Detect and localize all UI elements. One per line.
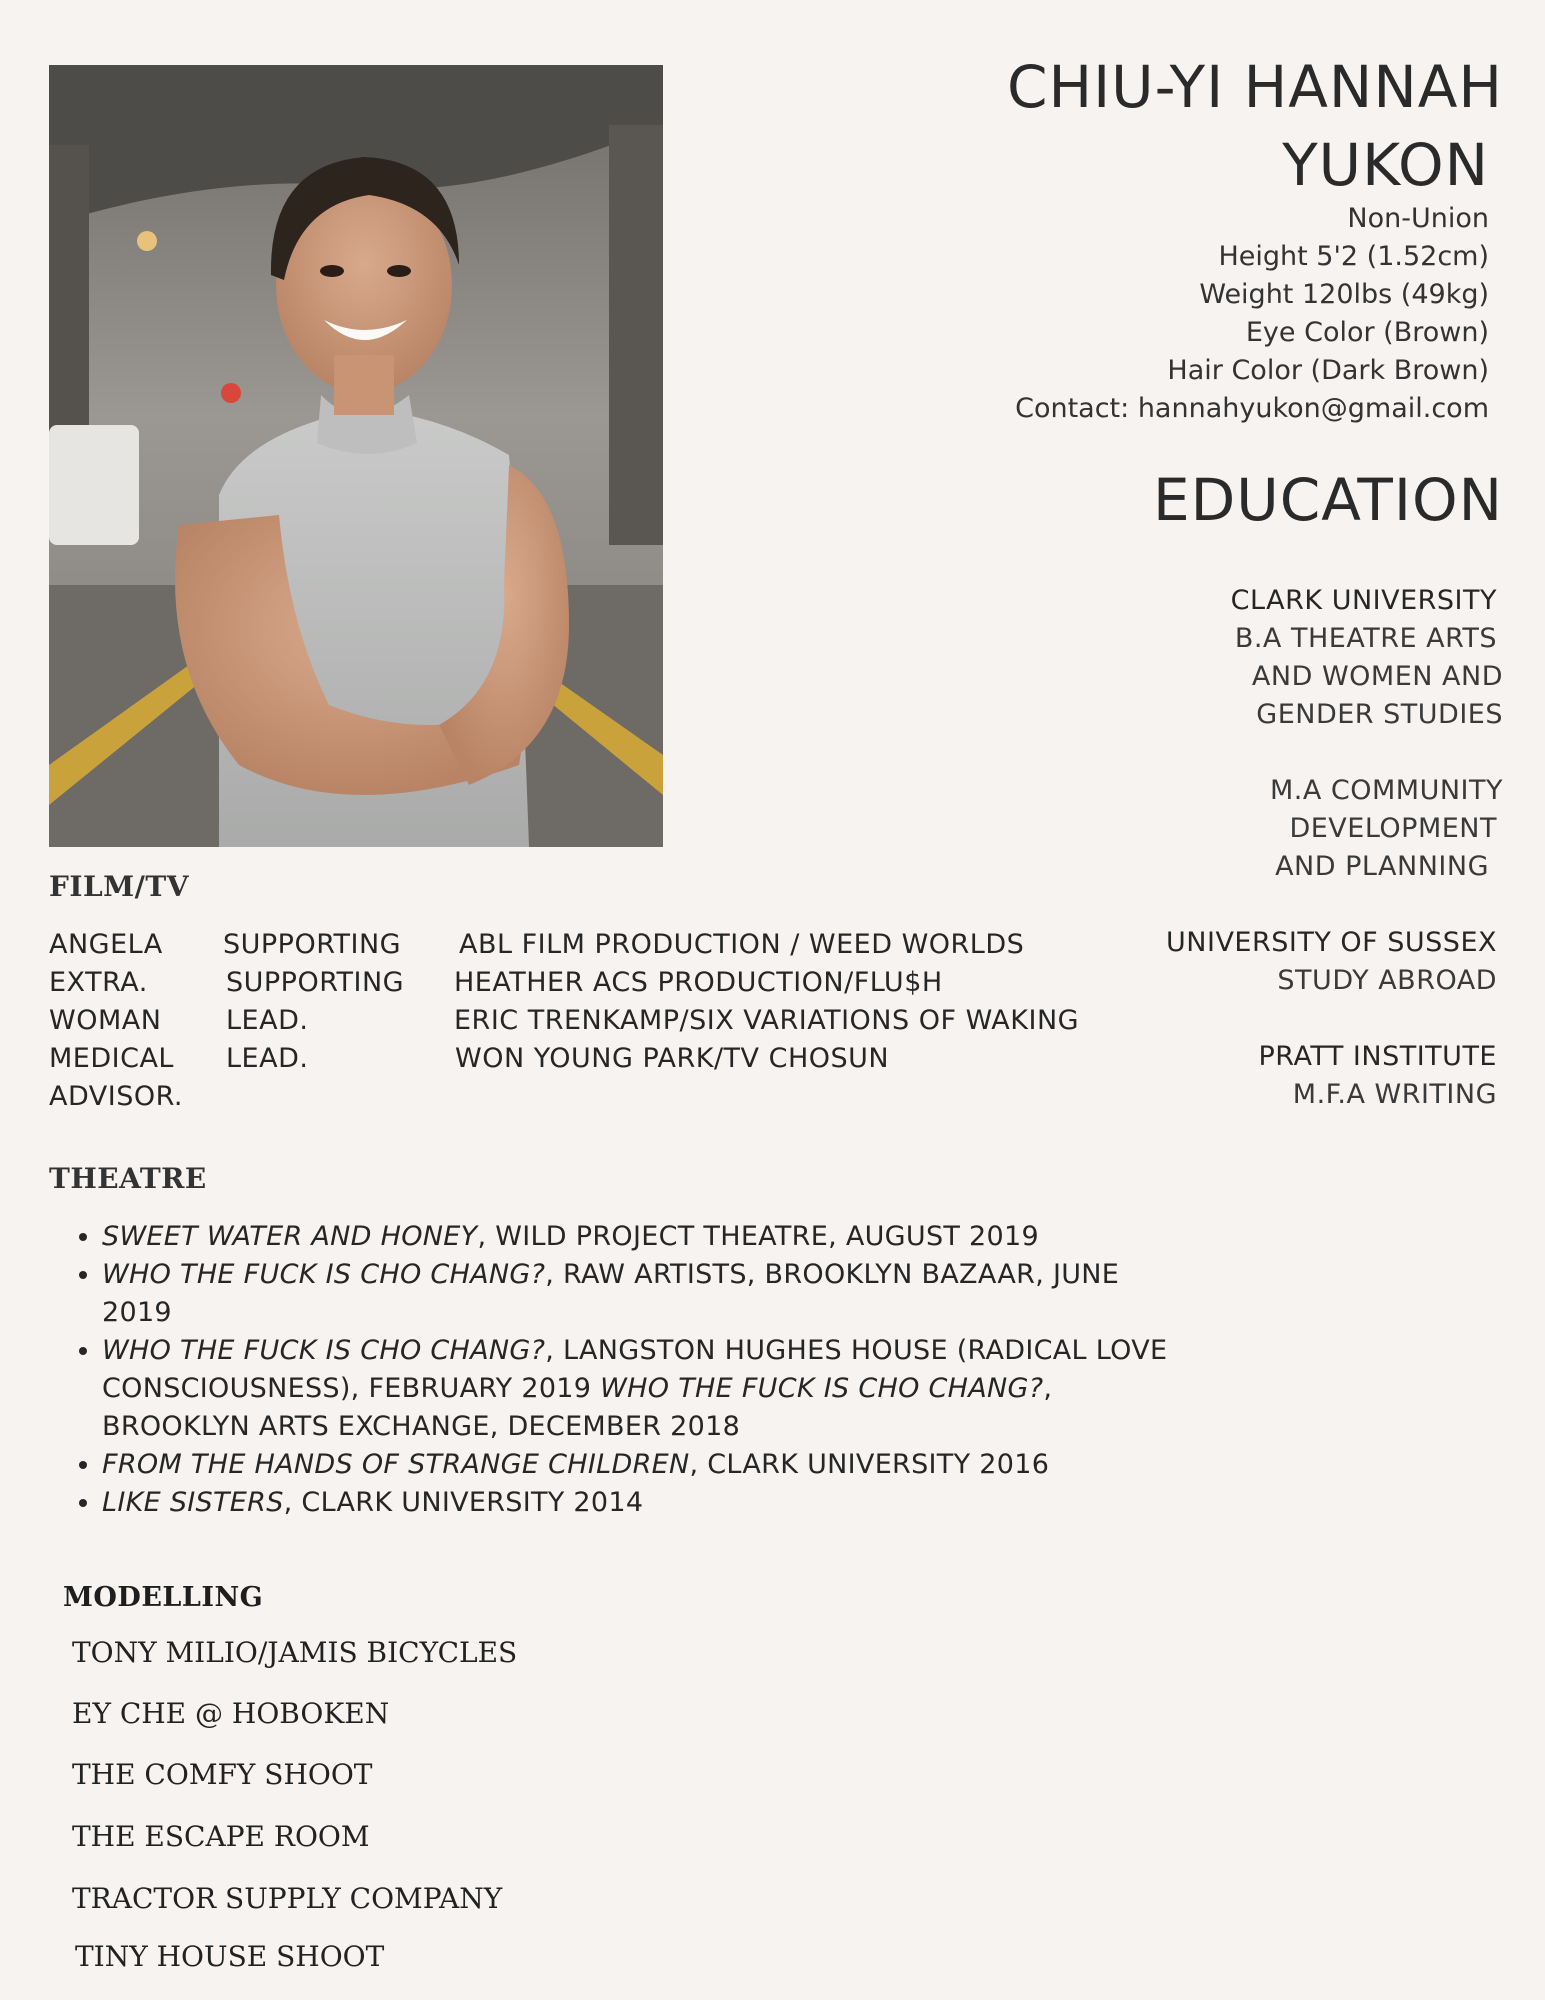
production-title: SWEET WATER AND HONEY (102, 1221, 478, 1252)
production-details: , RAW ARTISTS, BROOKLYN BAZAAR, JUNE 2019 (102, 1259, 1120, 1328)
theatre-credits (66, 1218, 1182, 1522)
clark-ba-line-2: AND WOMEN AND (1251, 661, 1503, 692)
theatre-credit (102, 1218, 1182, 1256)
clark-ma-line-1: M.A COMMUNITY (1269, 775, 1503, 806)
production-details: , LANGSTON HUGHES HOUSE (RADICAL LOVE CONSCIOUSNESS), FEBRUARY 2019 (102, 1335, 1168, 1404)
production-details: , BROOKLYN ARTS EXCHANGE, DECEMBER 2018 (102, 1373, 1053, 1442)
film-role: ANGELA (49, 929, 163, 960)
theatre-heading: THEATRE (49, 1162, 207, 1195)
theatre-credit (102, 1332, 1182, 1446)
hair-color-stat: Hair Color (Dark Brown) (1167, 355, 1489, 386)
film-credit: ERIC TRENKAMP/SIX VARIATIONS OF WAKING (454, 1005, 1080, 1036)
eye-color-stat: Eye Color (Brown) (1245, 317, 1489, 348)
film-credit: HEATHER ACS PRODUCTION/FLU$H (454, 967, 943, 998)
film-tv-heading: FILM/TV (49, 870, 189, 903)
weight-stat: Weight 120lbs (49kg) (1199, 279, 1489, 310)
production-title: WHO THE FUCK IS CHO CHANG? (102, 1335, 546, 1366)
education-list (1043, 582, 1503, 1114)
modelling-credit: THE ESCAPE ROOM (72, 1820, 370, 1853)
film-credit: ABL FILM PRODUCTION / WEED WORLDS (459, 929, 1025, 960)
modelling-credit: TONY MILIO/JAMIS BICYCLES (72, 1636, 518, 1669)
film-role-type: LEAD. (226, 1005, 309, 1036)
contact-email: Contact: hannahyukon@gmail.com (1015, 393, 1489, 424)
height-stat: Height 5'2 (1.52cm) (1218, 241, 1489, 272)
clark-university: CLARK UNIVERSITY (1230, 585, 1497, 616)
performer-stats (929, 200, 1489, 428)
film-role: MEDICAL (49, 1043, 174, 1074)
film-credit: WON YOUNG PARK/TV CHOSUN (455, 1043, 890, 1074)
production-details: , CLARK UNIVERSITY 2014 (283, 1487, 644, 1518)
production-title: WHO THE FUCK IS CHO CHANG? (600, 1373, 1044, 1404)
theatre-credit (102, 1256, 1182, 1332)
production-title: WHO THE FUCK IS CHO CHANG? (102, 1259, 546, 1290)
modelling-credit: EY CHE @ HOBOKEN (72, 1697, 390, 1730)
name-line-2: YUKON (1282, 131, 1489, 199)
union-status: Non-Union (1347, 203, 1489, 234)
clark-ma-line-2: DEVELOPMENT (1289, 813, 1497, 844)
film-role-type: SUPPORTING (223, 929, 402, 960)
clark-ma-line-3: AND PLANNING (1275, 851, 1489, 882)
sussex-university: UNIVERSITY OF SUSSEX (1166, 927, 1497, 958)
modelling-heading: MODELLING (63, 1582, 264, 1613)
production-title: FROM THE HANDS OF STRANGE CHILDREN (102, 1449, 690, 1480)
film-role-type: LEAD. (226, 1043, 309, 1074)
theatre-credit (102, 1484, 1182, 1522)
production-title: LIKE SISTERS (102, 1487, 284, 1518)
sussex-detail: STUDY ABROAD (1277, 965, 1497, 996)
modelling-credit: TRACTOR SUPPLY COMPANY (72, 1882, 503, 1915)
modelling-credit: TINY HOUSE SHOOT (75, 1940, 385, 1973)
film-role: ADVISOR. (49, 1081, 183, 1112)
film-role: WOMAN (49, 1005, 162, 1036)
education-heading: EDUCATION (1152, 466, 1503, 534)
clark-ba-line-1: B.A THEATRE ARTS (1234, 623, 1497, 654)
film-role-type: SUPPORTING (226, 967, 405, 998)
performer-name (803, 48, 1503, 204)
pratt-detail: M.F.A WRITING (1292, 1079, 1497, 1110)
production-details: , CLARK UNIVERSITY 2016 (689, 1449, 1050, 1480)
production-details: , WILD PROJECT THEATRE, AUGUST 2019 (477, 1221, 1039, 1252)
clark-ba-line-3: GENDER STUDIES (1256, 699, 1503, 730)
name-line-1: CHIU-YI HANNAH (1006, 53, 1503, 121)
headshot-photo (49, 65, 663, 847)
modelling-credit: THE COMFY SHOOT (72, 1758, 373, 1791)
theatre-credit (102, 1446, 1182, 1484)
film-role: EXTRA. (49, 967, 148, 998)
pratt-institute: PRATT INSTITUTE (1258, 1041, 1497, 1072)
